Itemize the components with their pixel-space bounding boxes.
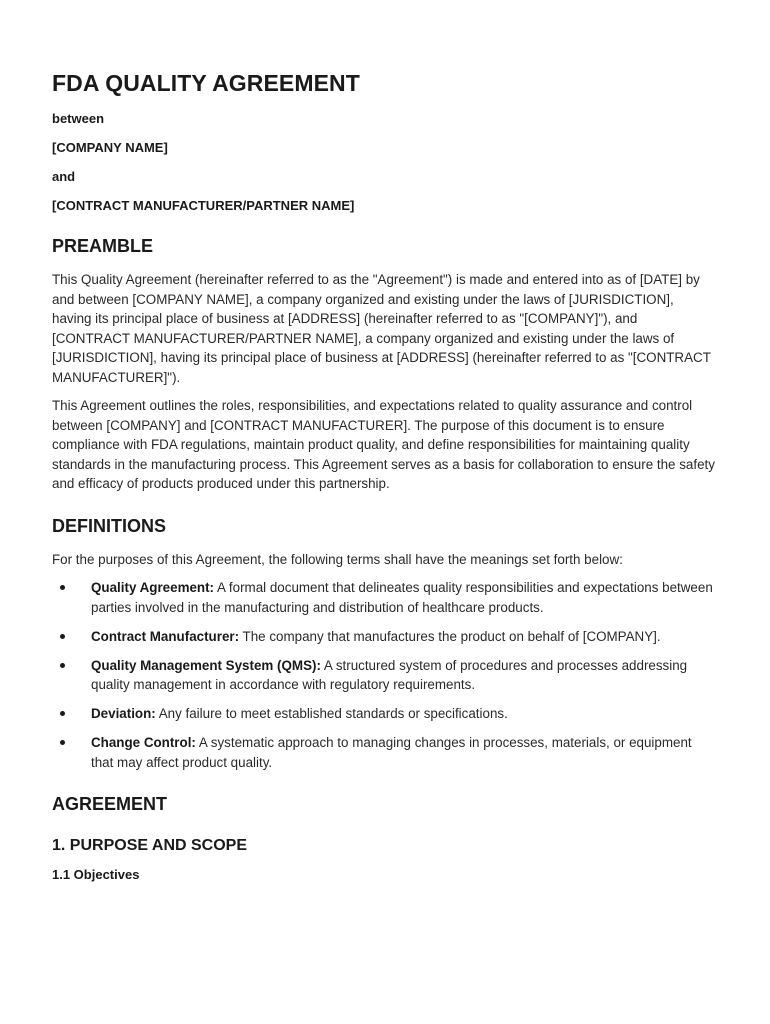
definition-text: A systematic approach to managing changes in processes, materials, or equipment that may affect product quality. [91,735,692,770]
definition-term: Contract Manufacturer: [91,628,240,644]
definition-term: Quality Management System (QMS): [91,657,321,673]
definitions-list [52,578,716,772]
and-label: and [52,169,76,184]
preamble-paragraph-2: This Agreement outlines the roles, responsibilities, and expectations related to quality assurance and control between [COMPANY] and [CONTRACT MANUFACTURER]. The purpose of this document is to ensure compliance with FDA regulations, maintain product quality, and define responsibilities for maintaining quality standards in the manufacturing process. This Agreement serves as a basis for collaboration to ensure the safety and efficacy of products produced under this partnership. [52,398,715,491]
company-name-placeholder: [COMPANY NAME] [52,140,168,155]
agreement-heading: AGREEMENT [52,794,168,814]
definition-text: Any failure to meet established standards or specifications. [155,706,508,721]
bullet-icon [60,585,65,590]
definition-term: Deviation: [91,706,156,721]
definition-term: Change Control: [91,735,196,750]
document-title: FDA QUALITY AGREEMENT [52,70,360,96]
bullet-icon [60,711,65,716]
list-item [52,704,716,724]
definition-term: Quality Agreement: [91,580,215,595]
list-item [52,627,716,647]
manufacturer-name-placeholder: [CONTRACT MANUFACTURER/PARTNER NAME] [52,198,355,213]
between-label: between [52,111,105,126]
objectives-heading: 1.1 Objectives [52,867,140,882]
list-item [52,578,716,617]
preamble-paragraph-1: This Quality Agreement (hereinafter referred to as the "Agreement") is made and entered into as of [DATE] by and between [COMPANY NAME], a company organized and existing under the laws of [JURISDICTION], having its principal place of business at [ADDRESS] (hereinafter referred to as "[COMPANY]"), and [CONTRACT MANUFACTURER/PARTNER NAME], a company organized and existing under the laws of [JURISDICTION], having its principal place of business at [ADDRESS] (hereinafter referred to as "[CONTRACT MANUFACTURER]"). [52,272,711,385]
document-page [52,70,716,882]
purpose-scope-heading: 1. PURPOSE AND SCOPE [52,837,248,854]
bullet-icon [60,663,65,668]
definition-text: A formal document that delineates quality responsibilities and expectations between parties involved in the manufacturing and distribution of healthcare products. [91,580,713,615]
preamble-heading: PREAMBLE [52,236,154,256]
bullet-icon [60,740,65,745]
definition-text: A structured system of procedures and processes addressing quality management in accordance with regulatory requirements. [91,657,688,692]
definition-text: The company that manufactures the product on behalf of [COMPANY]. [239,628,661,644]
list-item [52,733,716,772]
list-item [52,656,716,695]
bullet-icon [60,634,65,639]
definitions-heading: DEFINITIONS [52,515,167,536]
definitions-intro: For the purposes of this Agreement, the following terms shall have the meanings set forth below: [52,551,623,567]
